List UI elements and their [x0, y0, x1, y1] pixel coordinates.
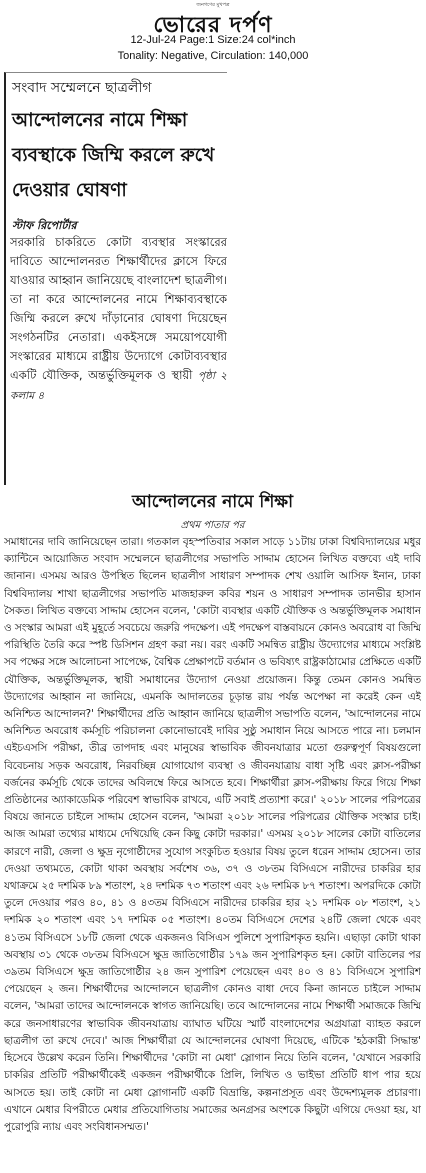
- clip-metadata: [0, 32, 426, 64]
- continuation-body: সমাধানের দাবি জানিয়েছেন তারা। গতকাল বৃহস্পতিবার সকাল সাড়ে ১১টায় ঢাকা বিশ্ববিদ্যালয়ের মধুর ক্যান্টিনে আয়োজিত সংবাদ সম্মেলনে ছাত্রলীগের সভাপতি সাদ্দাম হোসেন লিখিত বক্তব্যে এই দাবি জানান। এসময় আরও উপস্থিত ছিলেন ছাত্রলীগ সাধারণ সম্পাদক শেখ ওয়ালি আসিফ ইনান, ঢাকা বিশ্ববিদ্যালয় শাখা ছাত্রলীগের সভাপতি মাজহারুল কবির শয়ন ও সাধারণ সম্পাদক তানভীর হাসান সৈকত। লিখিত বক্তব্যে সাদ্দাম হোসেন বলেন, 'কোটা ব্যবস্থার একটি যৌক্তিক ও অন্তর্ভুক্তিমূলক সমাধান ও সংস্কার আমরা এই মুহূর্তে সবচেয়ে জরুরি পদক্ষেপ। এই পদক্ষেপ বাস্তবায়নে কোনও অবরোধ বা জিম্মি পরিস্থিতি তৈরি করে স্পষ্ট ডিসিশন গ্রহণ করা নয়। বরং একটি সমন্বিত রাষ্ট্রীয় উদ্যোগের মাধ্যমে সংশ্লিষ্ট সব পক্ষের সঙ্গে আলোচনা সাপেক্ষে, বৈশ্বিক প্রেক্ষাপটে বর্তমান ও ভবিষ্যৎ রাষ্ট্রকাঠামোর প্রেক্ষিতে একটি যৌক্তিক, অন্তর্ভুক্তিমূলক, স্থায়ী সমাধানের উদ্যোগ নেওয়া প্রয়োজন। কিন্তু তেমন কোনও সমন্বিত উদ্যোগের আহ্বান না জানিয়ে, এমনকি আদালতের চূড়ান্ত রায় পর্যন্ত অপেক্ষা না করেই কেন এই অনিশ্চিত আন্দোলন?' শিক্ষার্থীদের প্রতি আহ্বান জানিয়ে ছাত্রলীগ সভাপতি বলেন, 'আন্দোলনের নামে অনিশ্চিত অবরোধ কর্মসূচি পরিচালনা কোনোভাবেই দাবির সুষ্ঠু সমাধান নিয়ে আসতে পারে না। চলমান এইচএসসি পরীক্ষা, তীব্র তাপদাহ এবং মানুষের স্বাভাবিক জীবনযাত্রার মতো গুরুত্বপূর্ণ বিষয়গুলো বিবেচনায় সড়ক অবরোধ, নিরবচ্ছিন্ন যোগাযোগ ব্যবস্থা ও জীবনযাত্রায় বাধা সৃষ্টি এবং ক্লাস-পরীক্ষা বর্জনের কর্মসূচি থেকে তাদের অবিলম্বে ফিরে আসতে হবে। শিক্ষার্থীরা ক্লাস-পরীক্ষায় ফিরে গিয়ে শিক্ষা প্রতিষ্ঠানের অ্যাকাডেমিক পরিবেশ স্বাভাবিক রাখবে, এটি সবাই প্রত্যাশা করে।' ২০১৮ সালের পরিপত্রের বিষয়ে জানতে চাইলে সাদ্দাম হোসেন বলেন, 'আমরা ২০১৮ সালের পরিপত্রের যৌক্তিক সংস্কার চাই। আজ আমরা তথ্যের মাধ্যমে দেখিয়েছি কেন কিছু কোটা দরকার।' এসময় ২০১৮ সালের কোটা বাতিলের কারণে নারী, জেলা ও ক্ষুদ্র নৃগোষ্ঠীদের সুযোগ সংকুচিত হওয়ার বিষয় তুলে ধরেন সাদ্দাম হোসেন। তার দেওয়া তথ্যমতে, কোটা থাকা অবস্থায় সর্বশেষ ৩৬, ৩৭ ও ৩৮তম বিসিএসে নারীদের চাকরির হার যথাক্রমে ২৫ দশমিক ৮৯ শতাংশ, ২৪ দশমিক ৭৩ শতাংশ এবং ২৬ দশমিক ৮৭ শতাংশ। অপরদিকে কোটা তুলে দেওয়ার পরও ৪০, ৪১ ও ৪৩তম বিসিএসে নারীদের চাকরির হার ২১ দশমিক ০৮ শতাংশ, ২১ দশমিক ২০ শতাংশ এবং ১৭ দশমিক ০৫ শতাংশ। ৪০তম বিসিএসে দেশের ২৪টি জেলা থেকে এবং ৪১তম বিসিএসে ১৮টি জেলা থেকে একজনও বিসিএস পুলিশে সুপারিশকৃত হয়নি। এছাড়া কোটা থাকা অবস্থায় ৩১ থেকে ৩৮তম বিসিএসে ক্ষুদ্র জাতিগোষ্ঠীর ১৭৯ জন সুপারিশকৃত হন। কোটা বাতিলের পর ৩৯তম বিসিএসে ক্ষুদ্র জাতিগোষ্ঠীর ২৪ জন সুপারিশ পেয়েছেন এবং ৪০ ও ৪১ বিসিএসে সুপারিশ পেয়েছেন ২ জন। শিক্ষার্থীদের আন্দোলনে ছাত্রলীগ কোনও বাধা দেবে কিনা জানতে চাইলে সাদ্দাম বলেন, 'আমরা তাদের আন্দোলনকে স্বাগত জানিয়েছি। তবে আন্দোলনের নামে শিক্ষার্থী সমাজকে জিম্মি করে জনসাধারণের স্বাভাবিক জীবনযাত্রায় ব্যাঘাত ঘটিয়ে স্মার্ট বাংলাদেশের অগ্রযাত্রা ব্যাহত করলে ছাত্রলীগ তা রুখে দেবে।' আজ শিক্ষার্থীরা যে আন্দোলনের ঘোষণা দিয়েছে, এটিকে 'হঠকারী সিদ্ধান্ত' হিসেবে উল্লেখ করেন তিনি। শিক্ষার্থীদের 'কোটা না মেধা' স্লোগান নিয়ে তিনি বলেন, 'যেখানে সরকারি চাকরির প্রতিটি পরীক্ষার্থীকেই একজন পরীক্ষার্থীকে প্রিলি, লিখিত ও ভাইভা প্রতিটি ধাপ পার হয়ে আসতে হয়। তাই কোটা না মেধা স্লোগানটি একটি বিভ্রান্তি, কল্পনাপ্রসূত এবং উদ্দেশ্যমূলক প্রচারণা। এখানে মেধার বিপরীতে মেধার প্রতিযোগিতায় সমাজের অনগ্রসর অংশকে কিছুটা এগিয়ে দেওয়া হয়, যা পুরোপুরি ন্যায় এবং সংবিধানসম্মত।': [4, 536, 421, 1133]
- continuation-subtitle: প্রথম পাতার পর: [180, 520, 245, 531]
- clip-tonality: Tonality: Negative, Circulation: 140,000: [117, 50, 309, 62]
- continuation-headline: আন্দোলনের নামে শিক্ষা: [131, 492, 294, 512]
- article-lead-text: সরকারি চাকরিতে কোটা ব্যবস্থার সংস্কারের দাবিতে আন্দোলনরত শিক্ষার্থীদের ক্লাসে ফিরে যাওয়ার আহ্বান জানিয়েছে বাংলাদেশ ছাত্রলীগ। তা না করে আন্দোলনের নামে শিক্ষাব্যবস্থাকে জিম্মি করলে রুখে দাঁড়ানোর ঘোষণা দিয়েছেন সংগঠনটির নেতারা। একইসঙ্গে সময়োপযোগী সংস্কারের মাধ্যমে রাষ্ট্রীয় উদ্যোগে কোটাব্যবস্থার একটি যৌক্তিক, অন্তর্ভুক্তিমূলক ও স্থায়ী: [10, 235, 227, 382]
- article-lead: [10, 233, 227, 485]
- masthead: [0, 0, 426, 72]
- article-headline: আন্দোলনের নামে শিক্ষা ব্যবস্থাকে জিম্মি করলে রুখে দেওয়ার ঘোষণা: [12, 110, 215, 201]
- newspaper-logo: ভোরের দর্পণ: [153, 12, 273, 38]
- clip-dateline: 12-Jul-24 Page:1 Size:24 col*inch: [130, 34, 296, 46]
- masthead-tagline: জনগণের মুখপত্র: [196, 2, 230, 8]
- article-byline: স্টাফ রিপোর্টার: [12, 219, 77, 232]
- news-clipping: [4, 72, 421, 1171]
- front-page-article: [4, 72, 227, 485]
- article-kicker: সংবাদ সম্মেলনে ছাত্রলীগ: [12, 80, 152, 96]
- article-jump-ref: পৃষ্ঠা ২ কলাম ৪: [10, 370, 227, 402]
